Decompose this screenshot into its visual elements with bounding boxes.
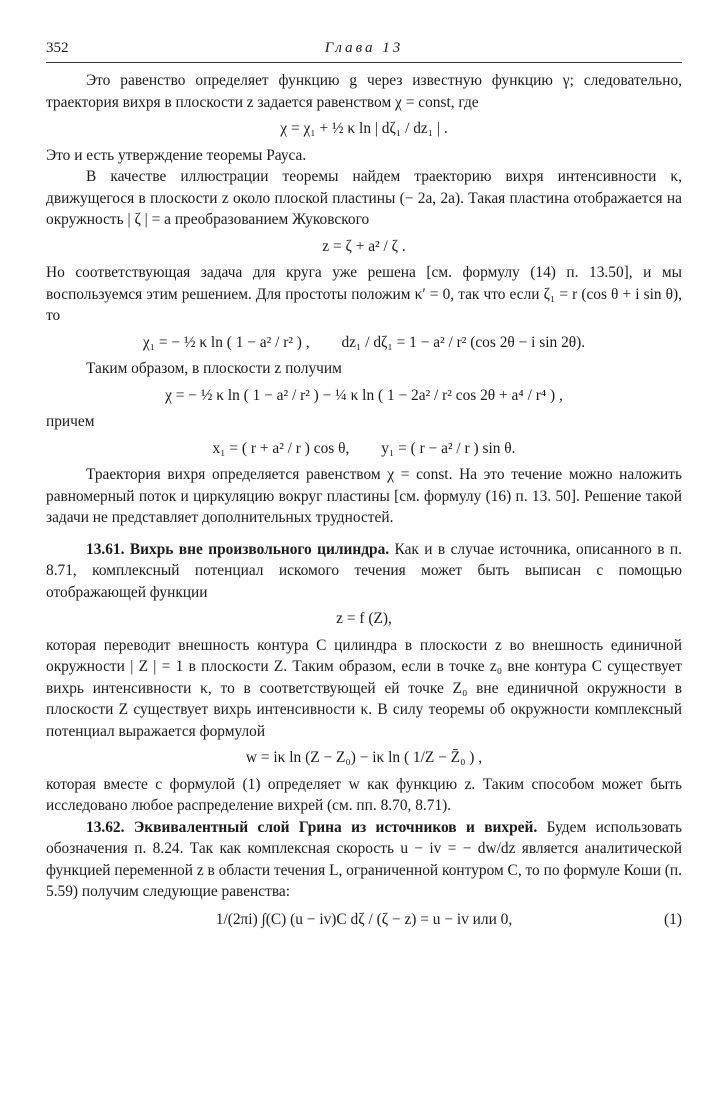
paragraph: Таким образом, в плоскости z получим xyxy=(86,360,342,377)
section-13-62 xyxy=(46,817,682,903)
paragraph: Это и есть утверждение теоремы Рауса. xyxy=(46,146,307,164)
equation: χ = χ₁ + ½ κ ln | dζ₁ / dz₁ | . xyxy=(280,120,448,137)
page-number: 352 xyxy=(46,40,69,56)
paragraph: которая переводит внешность контура C цилиндра в плоскости z во внешность единичной окружности | Z | = 1 в плоскости Z. Таким образом, если в точке z₀ вне контура C существует вихрь интенсивности κ, то в соответствующей ей точке Z₀ вне единичной окружности в плоскости Z существует вихрь интенсивности κ. В силу теоремы об окружности комплексный потенциал выражается формулой xyxy=(46,636,682,740)
equation: w = iκ ln (Z − Z₀) − iκ ln ( 1/Z − Z̄₀ ) , xyxy=(245,749,483,766)
paragraph: Но соответствующая задача для круга уже решена [см. формулу (14) п. 13.50], и мы воспользуемся этим решением. Для простоты положим κ′ = 0, так что если ζ₁ = r (cos θ + i sin θ), то xyxy=(46,264,682,324)
equation: x₁ = ( r + a² / r ) cos θ, xyxy=(212,439,350,457)
paragraph: причем xyxy=(46,413,95,430)
equation-row xyxy=(46,438,682,460)
paragraph: В качестве иллюстрации теоремы найдем траекторию вихря интенсивности κ, движущегося в плоскости z около плоской пластины (− 2a, 2a). Такая пластина отображается на окружность | ζ | = a преобразованием Жуковского xyxy=(46,168,682,228)
equation: χ₁ = − ½ κ ln ( 1 − a² / r² ) , xyxy=(142,333,310,351)
paragraph: Траектория вихря определяется равенством χ = const. На это течение можно наложить равномерный поток и циркуляцию вокруг пластины [см. формулу (16) п. 13. 50]. Решение такой задачи не представляет дополнительных трудностей. xyxy=(46,466,682,526)
equation: dz₁ / dζ₁ = 1 − a² / r² (cos 2θ − i sin 2θ). xyxy=(341,333,586,351)
section-text: Будем использовать обозначения п. 8.24. Так как комплексная скорость u − iv = − dw/dz является аналитической функцией переменной z в области течения L, ограниченной контуром C, то по формуле Коши (п. 5.59) получим следующие равенства: xyxy=(46,818,682,900)
paragraph: Это равенство определяет функцию g через известную функцию γ; следовательно, траектория вихря в плоскости z задается равенством χ = const, где xyxy=(46,72,682,111)
equation-row xyxy=(46,332,682,354)
equation: 1/(2πi) ∫(C) (u − iv)C dζ / (ζ − z) = u − iv или 0, xyxy=(215,910,513,928)
chapter-title: Глава 13 xyxy=(324,40,404,56)
equation-row xyxy=(46,909,682,931)
equation: z = ζ + a² / ζ . xyxy=(322,237,406,255)
section-13-61 xyxy=(46,539,682,604)
page-header xyxy=(46,40,682,63)
equation-number: (1) xyxy=(664,910,682,928)
equation: χ = − ½ κ ln ( 1 − a² / r² ) − ¼ κ ln ( 1 − 2a² / r² cos 2θ + a⁴ / r⁴ ) , xyxy=(165,386,563,404)
section-text: Как и в случае источника, описанного в п. 8.71, комплексный потенциал искомого течения может быть выписан с помощью отображающей функции xyxy=(46,540,682,601)
section-heading: 13.62. Эквивалентный слой Грина из источников и вихрей. xyxy=(86,818,538,836)
page-content xyxy=(46,70,682,936)
equation: y₁ = ( r − a² / r ) sin θ. xyxy=(381,439,516,457)
equation: z = f (Z), xyxy=(336,610,392,627)
paragraph: которая вместе с формулой (1) определяет w как функцию z. Таким способом может быть исследовано любое распределение вихрей (см. пп. 8.70, 8.71). xyxy=(46,775,682,814)
section-heading: 13.61. Вихрь вне произвольного цилиндра. xyxy=(86,540,390,558)
